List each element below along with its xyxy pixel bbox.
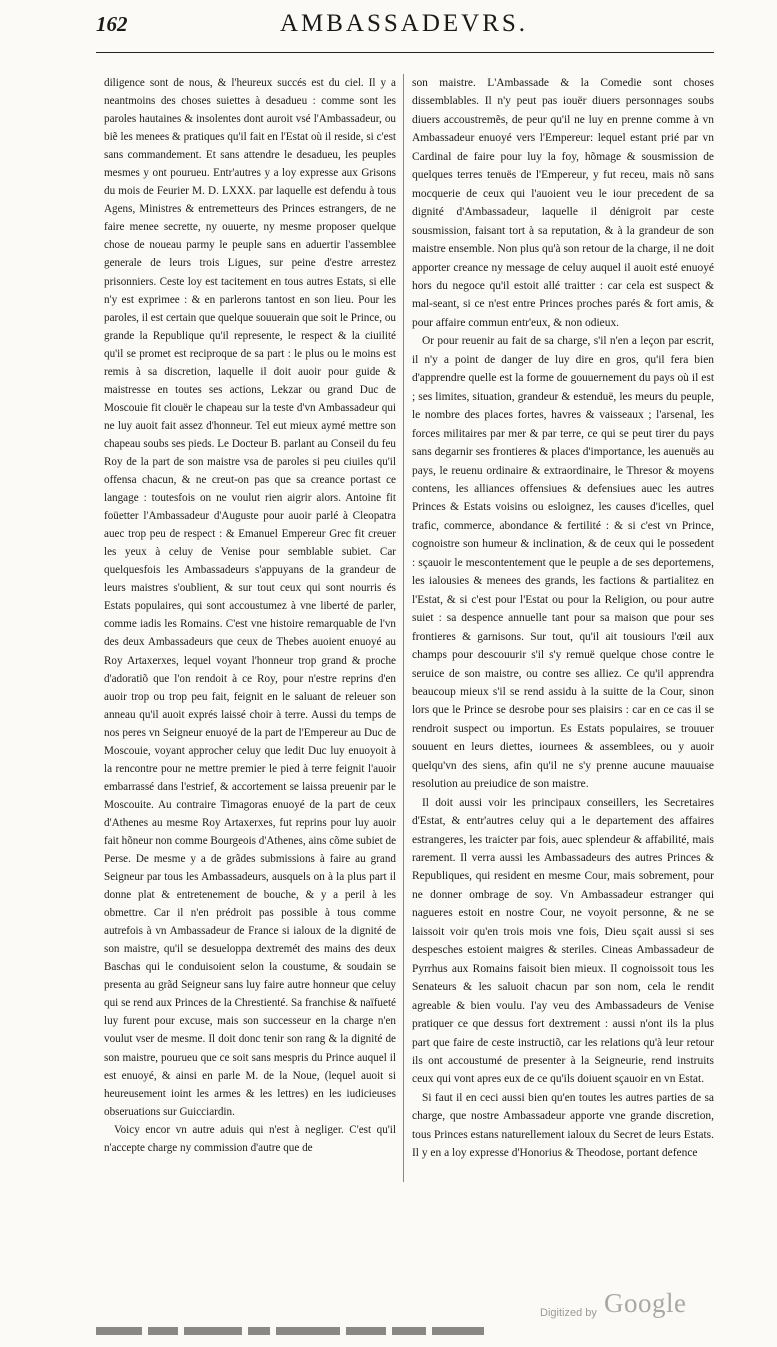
running-title: AMBASSADEVRS.: [279, 10, 529, 37]
digitized-watermark: [540, 1288, 710, 1328]
google-logo: Google: [604, 1288, 687, 1318]
page-number: 162: [96, 12, 128, 36]
paragraph: Voicy encor vn autre aduis qui n'est à negliger. C'est qu'il n'accepte charge ny commission d'autre que de: [104, 1123, 396, 1154]
paragraph: Or pour reuenir au fait de sa charge, s'il n'en a leçon par escrit, il n'y a point de danger de luy dire en gros, qu'il fera bien d'apprendre quelle est la forme de gouuernement du pays où il est ; ses limites, situation, grandeur & estenduë, les meurs du peuple, le nombre des places fortes, havres & vaisseaux ; l'arsenal, les forces militaires par mer & par terre, ce qui se peut tirer du pays sans degarnir ses frontieres & places d'importance, les auenuës au pays, le reuenu ordinaire & extraordinaire, le Thresor & moyens contens, les alliances offensiues & defensiues auec les autres Princes & Estats voisins ou esloignez, les causes d'icelles, quel trafic, commerce, abondance & fertilité : & si c'est vn Prince, cognoistre son humeur & inclination, & de ceux qui le possedent : sçauoir le mescontentement que le peuple a de ses deportemens, les ialousies & menees des grands, les factions & partialitez en l'Estat, & si c'est pour l'Estat ou pour la Religion, ou pour autre suiet : sa despence annuelle tant pour sa maison que pour ses frontieres & garnisons. Sur tout, qu'il ait tousiours l'œil aux champs pour descouurir s'il s'y remuë quelque chose contre le seruice de son maistre, ou contre ses alliez. Ce qu'il apprendra beaucoup mieux s'il se rend assidu à la suitte de la Cour, sinon lors que le Prince se desrobe pour ses plaisirs : car en ce cas il se rendroit suspect ou importun. Es Estats populaires, se trouuer souuent en leurs diettes, iournees & assemblees, ou y auoir quelqu'vn des siens, afin qu'il ne s'y prenne aucune mauuaise resolution au preiudice de son maistre.: [412, 335, 714, 791]
paragraph: son maistre. L'Ambassade & la Comedie sont choses dissemblables. Il n'y peut pas iouër diuers personnages soubs diuers accoustremẽs, de peur qu'il ne luy en prenne comme à vn Ambassadeur enuoyé vers l'Empereur: lequel estant prié par vn Cardinal de faire pour luy la foy, hõmage & sousmission de quelques terres tenuës de l'Empereur, y fut receu, mais nõ sans mocquerie de ceux qui l'auoient veu le iour precedent de sa dignité d'Ambassadeur, laquelle il dénigroit par ceste sousmission, faisant tort à sa reputation, & à la grandeur de son maistre ensemble. Non plus qu'à son retour de la charge, il ne doit apporter creance ny message de celuy auquel il auoit esté enuoyé hors du negoce qu'il estoit allé traitter : car cela est suspect & mal-seant, si ce n'est entre Princes proches parés & fort amis, & pour affaire commun entr'eux, & non odieux.: [412, 77, 714, 329]
paragraph: Il doit aussi voir les principaux conseillers, les Secretaires d'Estat, & entr'autres celuy qui a le departement des affaires estrangeres, les traicter par fois, auec splendeur & affabilité, mais rarement. Il verra aussi les Ambassadeurs des autres Princes & Republiques, qui resident en mesme Cour, mais sobrement, pour ne donner ombrage de soy. Vn Ambassadeur estranger qui nagueres estoit en nostre Cour, ne voyoit personne, & ne se laissoit voir qu'en trois mois vne fois, Dieu sçait aussi si ses despesches estoient maigres & steriles. Cineas Ambassadeur de Pyrrhus aux Romains faisoit bien mieux. Il cognoissoit tous les Senateurs & les saluoit chacun par son nom, cela le rendit agreable & bien voulu. I'ay veu des Ambassadeurs de Venise pratiquer ce que dessus fort dextrement : aussi n'ont ils la plus part que faire de ceste instructiõ, car les relations qu'à leur retour ils ont accoustumé de presenter à la Seigneurie, rend instruits ceux qui vont apres eux de ce qu'ils doiuent sçauoir en vn Estat.: [412, 796, 714, 1086]
column-divider: [403, 74, 404, 1182]
header-rule: [96, 52, 714, 53]
page-header: [96, 10, 712, 50]
digitized-by-label: Digitized by: [540, 1307, 597, 1319]
left-column: [104, 74, 396, 1157]
paragraph: diligence sont de nous, & l'heureux succés est du ciel. Il y a neantmoins des choses suiettes à desadueu : comme sont les paroles hautaines & insolentes dont auroit vsé l'Ambassadeur, ou biẽ les menees & pratiques qu'il fait en l'Estat où il reside, si c'est sans commandement. Et sans attendre le desadueu, les peuples mesmes y ont pourueu. Entr'autres y a loy expresse aux Grisons du mois de Feurier M. D. LXXX. par laquelle est defendu à tous Agens, Ministres & entremetteurs des Princes estrangers, de ne faire menee secrette, ny ouuerte, ny mesme proposer quelque chose de noueau parmy le peuple sans en aduertir l'assemblee generale de leurs trois Ligues, sur peine d'estre arrestez prisonniers. Ceste loy est tacitement en tous autres Estats, si elle n'y est exprimee : & en parlerons tantost en son lieu. Pour les paroles, il est certain que quelque souuerain que soit le Prince, ou grande la Republique qu'il represente, le respect & la ciuilité qu'il se promet est reciproque de sa part : le plus ou le moins est remis à sa discretion, laquelle il doit auoir pour guide & maistresse en toutes ses actions, Lekzar ou grand Duc de Moscouie fit clouër le chapeau sur la teste d'vn Ambassadeur qui ne luy auoit fait assez d'honneur. Tel eut mieux aymé mettre son chapeau soubs ses pieds. Le Docteur B. parlant au Conseil du feu Roy de la part de son maistre vsa de paroles si peu ciuiles qu'il offensa chacun, & ne creut-on pas que sa creance portast ce langage : toutesfois on ne voulut rien aigrir alors. Antoine fit foüetter l'Ambassadeur d'Auguste pour auoir parlé à Cleopatra auec trop peu de respect : & Emanuel Empereur Grec fit creuer les yeux à celuy de Venise pour semblable subiet. Car quelquesfois les Ambassadeurs s'appuyans de la grandeur de leurs maistres s'oublient, & sur tout ceux qui sont nourris és Estats populaires, qui sont accoustumez à vne liberté de parler, comme iadis les Romains. C'est vne histoire remarquable de l'vn des deux Ambassadeurs que ceux de Thebes auoient enuoyé au Roy Artaxerxes, lequel voyant l'honneur trop grand & proche d'adoratiõ que l'on rendoit à ce Roy, pour n'estre reprins d'en auoir trop ou trop peu fait, feignit en le saluant de releuer son anneau qu'il auoit exprés laissé choir à terre. Aussi du temps de nos peres vn Seigneur enuoyé de la part de l'Empereur au Duc de Moscouie, voyant approcher celuy que ledit Duc luy enuoyoit à la rencontre pour ne mettre premier le pied à terre feignit l'auoir embarrassé dans l'estrief, & accortement se laissa preuenir par le Moscouite. Au contraire Timagoras enuoyé de la part de ceux d'Athenes au mesme Roy Artaxerxes, fut reprins pour luy auoir fait hõneur non comme Bourgeois d'Athenes, ains cõme subiet de Perse. De mesme y a de grãdes submissions à faire au grand Seigneur par tous les Ambassadeurs, ausquels on à la plus part il donne plat & entretenement de bouche, & y a peril à les obmettre. Car il n'en prédroit pas possible à tous comme autrefois à vn Ambassadeur de France si ialoux de la dignité de son maistre, qu'il se desueloppa dextremét des mains des deux Baschas qui le conduisoient selon la coustume, & soudain se presenta au grãd Seigneur sans luy faire autre honneur que celuy qui se rend aux Princes de la Chrestienté. Sa franchise & naïfueté luy furent pour excuse, mais son successeur en la charge n'en voulut vser de mesme. Il doit donc tenir son rang & la dignité de son maistre, pourueu que ce soit sans mespris du Prince auquel il est enuoyé, & ainsi en parle M. de la Noue, (lequel auoit si heureusement ioint les armes & les lettres) en les iudicieuses obseruations sur Guicciardin.: [104, 77, 397, 1118]
paragraph: Si faut il en ceci aussi bien qu'en toutes les autres parties de sa charge, que nostre Ambassadeur apporte vne grande discretion, tous Princes estans naturellement ialoux du Secret de leurs Estats. Il y en a loy expresse d'Honorius & Theodose, portant defence: [412, 1091, 714, 1160]
right-column: [412, 74, 714, 1163]
cut-off-text-line: [96, 1322, 516, 1336]
